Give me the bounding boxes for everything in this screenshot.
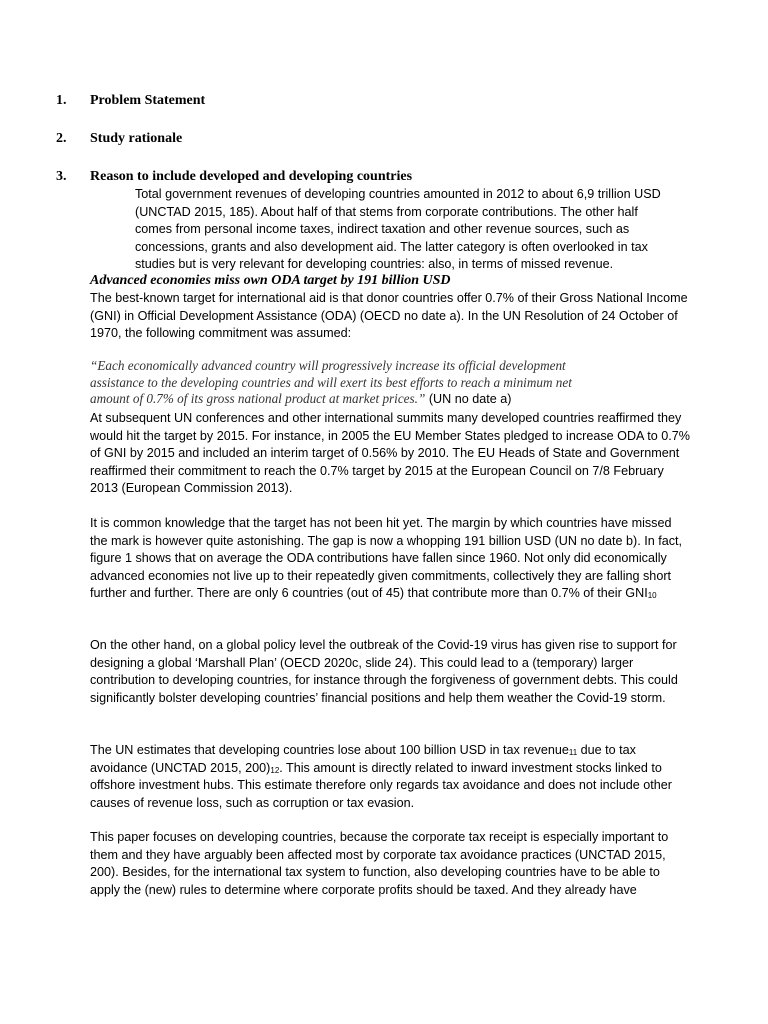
quote-text: “Each economically advanced country will progressively increase its official development assistance to the developing countries and will exert its best efforts to reach a minimum net amount of 0.7% of its gross national product at market prices.” bbox=[90, 358, 572, 406]
un-quote bbox=[90, 358, 610, 408]
heading-text: Problem Statement bbox=[90, 93, 206, 108]
un-estimate-paragraph bbox=[90, 742, 690, 812]
heading-study-rationale bbox=[56, 130, 182, 148]
heading-number: 2. bbox=[56, 131, 67, 146]
common-knowledge-paragraph bbox=[90, 515, 690, 603]
oda-paragraph: The best-known target for international aid is that donor countries offer 0.7% of their Gross National Income (GNI) in Official Development Assistance (ODA) (OECD no date a). In the UN Resolution of 24 October of 1970, the following commitment was assumed: bbox=[90, 291, 688, 341]
heading-number: 1. bbox=[56, 93, 67, 108]
heading-number: 3. bbox=[56, 169, 67, 184]
covid-paragraph: On the other hand, on a global policy level the outbreak of the Covid-19 virus has given rise to support for designing a global ‘Marshall Plan’ (OECD 2020c, slide 24). This could lead to a (temporary) larger contribution to developing countries, for instance through the forgiveness of government debts. This could significantly bolster developing countries’ financial positions and help them weather the Covid-19 storm. bbox=[90, 638, 678, 705]
subsequent-paragraph: At subsequent UN conferences and other international summits many developed countries reaffirmed they would hit the target by 2015. For instance, in 2005 the EU Member States pledged to increase ODA to 0.7% of GNI by 2015 and included an interim target of 0.56% by 2010. The EU Heads of State and Government reaffirmed their commitment to reach the 0.7% target by 2015 at the European Council on 7/8 February 2013 (European Commission 2013). bbox=[90, 411, 690, 496]
focus-paragraph: This paper focuses on developing countries, because the corporate tax receipt is especially important to them and they have arguably been affected most by corporate tax avoidance practices (UNCTAD 2015, 200). Besides, for the international tax system to function, also developing countries have to be able to apply the (new) rules to determine where corporate profits should be taxed. And they already have bbox=[90, 830, 669, 897]
subheading-oda-target: Advanced economies miss own ODA target by 191 billion USD bbox=[90, 273, 451, 288]
paragraph-text: It is common knowledge that the target has not been hit yet. The margin by which countries have missed the mark is however quite astonishing. The gap is now a whopping 191 billion USD (UN no date b). In fact, figure 1 shows that on average the ODA contributions have fallen since 1960. Not only did economically advanced economies not live up to their repeatedly given commitments, collectively they are falling short further and further. There are only 6 countries (out of 45) that contribute more than 0.7% of their GNI bbox=[90, 516, 682, 601]
heading-text: Reason to include developed and developing countries bbox=[90, 169, 413, 184]
paragraph-text-part2: due to tax avoidance (UNCTAD 2015, 200) bbox=[90, 743, 636, 775]
paragraph-text-part3: . This amount is directly related to inward investment stocks linked to offshore investment hubs. This estimate therefore only regards tax avoidance and does not include other causes of revenue loss, such as corruption or tax evasion. bbox=[90, 760, 672, 810]
heading-reason-developed-developing bbox=[56, 168, 412, 186]
quote-citation: (UN no date a) bbox=[428, 392, 512, 406]
heading-problem-statement bbox=[56, 92, 205, 110]
paragraph-text-part1: The UN estimates that developing countries lose about 100 billion USD in tax revenue bbox=[90, 743, 569, 757]
heading-text: Study rationale bbox=[90, 131, 183, 146]
footnote-marker: 11 bbox=[568, 748, 578, 757]
footnote-marker: 10 bbox=[647, 591, 657, 601]
footnote-marker: 12 bbox=[270, 765, 280, 775]
intro-paragraph: Total government revenues of developing countries amounted in 2012 to about 6,9 trillion USD (UNCTAD 2015, 185). About half of that stems from corporate contributions. The other half comes from personal income taxes, indirect taxation and other revenue sources, such as concessions, grants and also development aid. The latter category is often overlooked in tax studies but is very relevant for developing countries: also, in terms of missed revenue. bbox=[135, 187, 661, 272]
